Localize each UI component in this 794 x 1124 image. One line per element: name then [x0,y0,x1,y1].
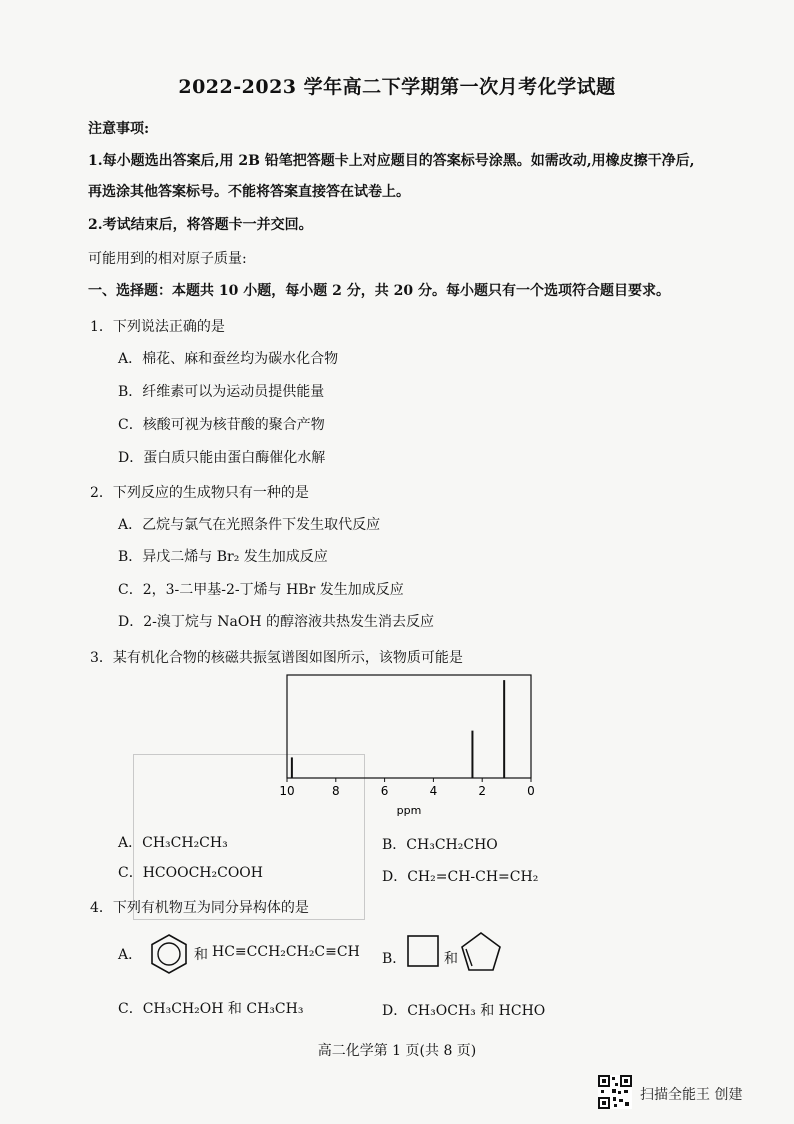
q2-option-a: A．乙烷与氯气在光照条件下发生取代反应 [118,517,381,533]
q2-option-c: C．2，3-二甲基-2-丁烯与 HBr 发生加成反应 [118,582,404,598]
nmr-spectrum-chart [279,674,536,823]
x-tick-label-4: 4 [429,784,438,798]
x-tick-label-6: 6 [380,784,389,798]
q4-option-a-label: A． [118,947,143,963]
atomic-mass-note: 可能用到的相对原子质量: [88,251,247,267]
x-tick-label-2: 2 [478,784,487,798]
q4-option-b-label: B． [382,951,407,967]
cyclobutene-square-icon [406,934,440,968]
x-axis-label: ppm [396,804,422,817]
notice-item-1-line-1: 1.每小题选出答案后,用 2B 铅笔把答题卡上对应题目的答案标号涂黑。如需改动,用橡皮擦干净后, [88,153,695,169]
q3-stem: 3．某有机化合物的核磁共振氢谱图如图所示，该物质可能是 [90,650,463,666]
q4-option-a-and: 和 [194,947,208,963]
q2-option-b: B．异戊二烯与 Br₂ 发生加成反应 [118,549,328,565]
x-tick-label-8: 8 [331,784,340,798]
q2-option-d: D．2-溴丁烷与 NaOH 的醇溶液共热发生消去反应 [118,614,435,630]
q1-option-a: A．棉花、麻和蚕丝均为碳水化合物 [118,351,339,367]
q3-option-c: C．HCOOCH₂COOH [118,865,263,881]
section-heading-choice: 一、选择题：本题共 10 小题，每小题 2 分，共 20 分。每小题只有一个选项符合题目要求。 [88,283,670,299]
notice-heading: 注意事项: [88,121,150,137]
q4-option-d: D．CH₃OCH₃ 和 HCHO [382,1003,546,1019]
q1-option-b: B．纤维素可以为运动员提供能量 [118,384,325,400]
page-footer: 高二化学第 1 页(共 8 页) [317,1043,477,1059]
qr-code-icon [598,1075,632,1109]
benzene-ring-icon [148,932,190,976]
q3-option-a: A．CH₃CH₂CH₃ [118,835,228,851]
scanner-watermark: 扫描全能王 创建 [640,1087,743,1103]
notice-item-1-line-2: 再选涂其他答案标号。不能将答案直接答在试卷上。 [88,184,410,200]
plot-frame [287,675,531,778]
notice-item-2: 2.考试结束后，将答题卡一并交回。 [88,217,313,233]
q1-stem: 1．下列说法正确的是 [90,319,225,335]
page-title: 2022-2023 学年高二下学期第一次月考化学试题 [178,76,616,98]
q4-option-c: C．CH₃CH₂OH 和 CH₃CH₃ [118,1001,304,1017]
nmr-spectrum-svg [279,674,536,819]
q4-stem: 4．下列有机物互为同分异构体的是 [90,900,309,916]
q4-option-b-and: 和 [444,951,458,967]
cyclopentene-ring-icon [458,930,504,974]
q4-option-a-formula: HC≡CCH₂CH₂C≡CH [212,944,360,960]
q2-stem: 2．下列反应的生成物只有一种的是 [90,485,309,501]
q1-option-c: C．核酸可视为核苷酸的聚合产物 [118,417,325,433]
q3-option-d: D．CH₂=CH-CH=CH₂ [382,869,539,885]
x-tick-label-0: 0 [527,784,535,798]
q1-option-d: D．蛋白质只能由蛋白酶催化水解 [118,450,326,466]
q3-option-b: B．CH₃CH₂CHO [382,837,498,853]
x-tick-label-10: 10 [279,784,295,798]
